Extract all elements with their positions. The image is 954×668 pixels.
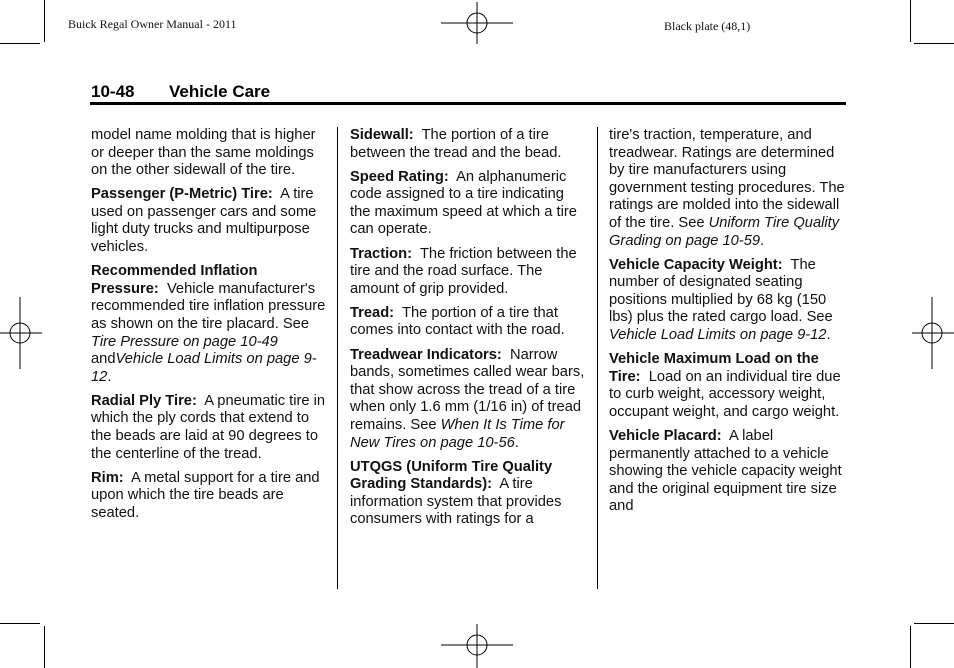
definition: Narrow bands, sometimes called wear bars, that show across the tread of a tire when only 1.6 mm (1/16 in) of tread remains. See [350,346,585,433]
cross-reference-link[interactable]: Uniform Tire Quality Grading on page 10-59 [609,214,840,249]
glossary-entry [609,428,845,516]
header-rule [90,102,846,105]
definition: The friction between the tire and the road surface. The amount of grip provided. [350,245,577,297]
manual-title: Buick Regal Owner Manual - 2011 [68,17,237,31]
term: Vehicle Placard: [609,428,722,444]
definition: A metal support for a tire and upon which the tire beads are seated. [91,469,320,521]
cross-reference-link[interactable]: When It Is Time for New Tires on page 10-56 [350,416,565,451]
paragraph [91,127,327,180]
definition: A tire used on passenger cars and some light duty trucks and multipurpose vehicles. [91,186,317,256]
glossary-entry [609,257,845,345]
crop-mark-bottom-left-horizontal [0,623,40,624]
term: UTQGS (Uniform Tire Quality Grading Standards): [350,458,553,493]
definition: The portion of a tire that comes into contact with the road. [350,304,565,339]
column-1 [91,127,327,529]
glossary-entry [350,246,588,299]
column-3 [609,127,845,522]
registration-mark-right-icon [912,297,954,369]
glossary-entry [609,351,845,421]
term: Rim: [91,469,124,486]
body-text: model name molding that is higher or deeper than the same moldings on the other sidewall of the tire. [91,127,316,179]
term: Vehicle Capacity Weight: [609,256,783,273]
glossary-entry [350,347,588,453]
definition: The portion of a tire between the tread and the bead. [350,127,562,161]
plate-info: Black plate (48,1) [664,19,751,33]
term: Speed Rating: [350,168,449,185]
registration-mark-left-icon [0,297,42,369]
definition: A tire information system that provides consumers with ratings for a [350,476,562,528]
glossary-entry [91,393,327,463]
registration-mark-top-icon [441,2,513,46]
term: Traction: [350,245,413,262]
definition: Vehicle manufacturer's recommended tire inflation pressure as shown on the tire placard. See [91,280,326,332]
term: Tread: [350,304,395,321]
term: Vehicle Maximum Load on the Tire: [609,351,819,385]
glossary-entry [91,263,327,386]
definition: A pneumatic tire in which the ply cords that extend to the beads are laid at 90 degrees to the centerline of the tread. [91,392,326,462]
punctuation: . [760,232,765,249]
term: Radial Ply Tire: [91,392,197,409]
page-number: 10-48 [91,82,135,101]
definition: Load on an individual tire due to curb weight, accessory weight, occupant weight, and cargo weight. [609,368,841,420]
cross-reference-link[interactable]: Tire Pressure on page 10-49 [91,333,278,350]
column-divider-2 [597,127,598,589]
crop-mark-bottom-right-vertical [910,626,911,668]
glossary-entry [91,186,327,256]
glossary-entry [350,459,588,529]
punctuation: . [514,434,519,451]
glossary-entry [350,169,588,239]
column-divider-1 [337,127,338,589]
definition: The number of designated seating positions multiplied by 68 kg (150 lbs) plus the rated cargo load. See [609,256,833,326]
crop-mark-top-right-horizontal [914,43,954,44]
punctuation: . [107,368,112,385]
glossary-entry [350,305,588,340]
term: Sidewall: [350,127,414,143]
glossary-entry [91,470,327,523]
column-2 [350,127,588,535]
crop-mark-bottom-left-vertical [44,626,45,668]
crop-mark-top-left-horizontal [0,43,40,44]
crop-mark-top-left-vertical [44,0,45,42]
definition: An alphanumeric code assigned to a tire indicating the maximum speed at which a tire can operate. [350,168,577,238]
paragraph [609,127,845,250]
crop-mark-bottom-right-horizontal [914,623,954,624]
punctuation: . [826,327,831,344]
conjunction: and [91,351,116,368]
term: Treadwear Indicators: [350,346,502,363]
glossary-entry [350,127,588,162]
body-text: tire's traction, temperature, and treadwear. Ratings are determined by tire manufacturers using government testing procedures. The ratings are molded into the sidewall of the tire. See [609,127,845,231]
registration-mark-bottom-icon [441,624,513,668]
cross-reference-link[interactable]: Vehicle Load Limits on page 9-12 [609,327,827,344]
definition: A label permanently attached to a vehicle showing the vehicle capacity weight and the original equipment tire size and [609,428,842,515]
section-title: Vehicle Care [169,82,271,101]
term: Recommended Inflation Pressure: [91,263,258,297]
term: Passenger (P-Metric) Tire: [91,186,273,203]
crop-mark-top-right-vertical [910,0,911,42]
cross-reference-link[interactable]: Vehicle Load Limits on page 9-12 [91,351,317,385]
